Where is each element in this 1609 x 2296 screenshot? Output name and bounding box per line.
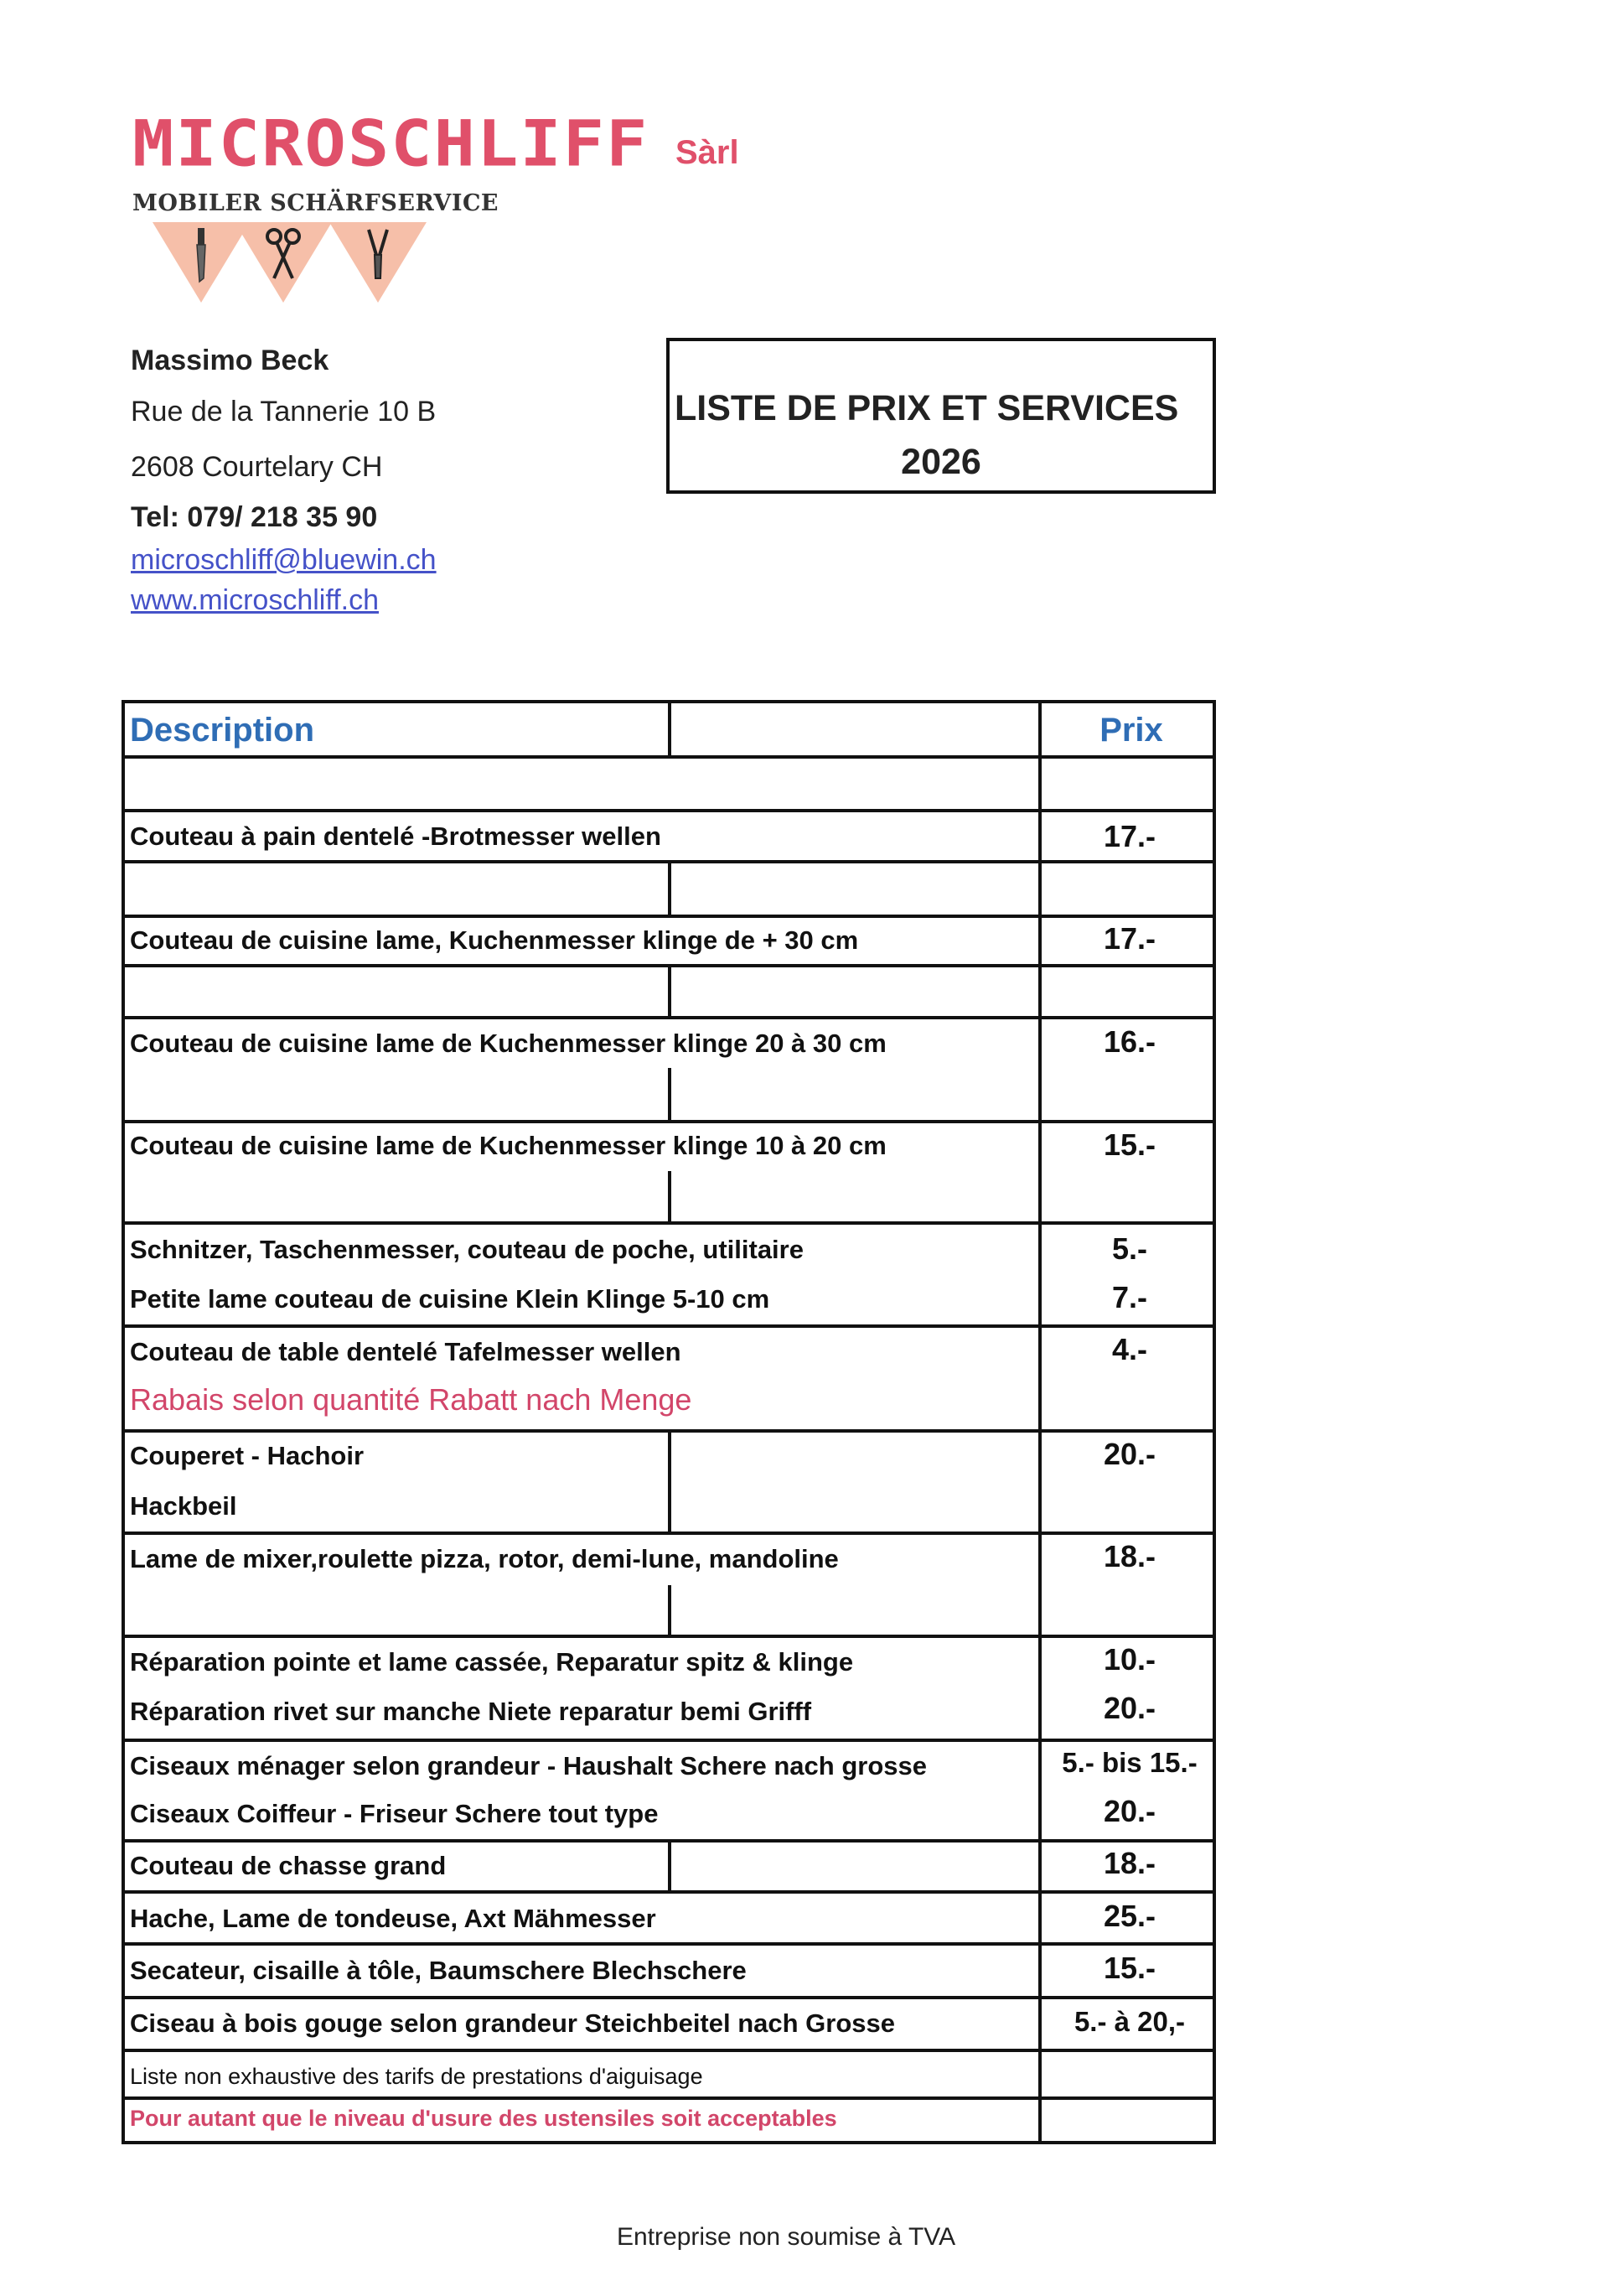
- table-column-divider: [668, 1839, 671, 1890]
- note-condition: Pour autant que le niveau d'usure des ustensiles soit acceptables: [130, 2106, 837, 2131]
- item-price: 17.-: [1103, 819, 1156, 853]
- item-price: 20.-: [1103, 1691, 1156, 1725]
- contact-name: Massimo Beck: [131, 345, 329, 376]
- item-description: Couperet - Hachoir: [130, 1441, 365, 1470]
- item-price: 15.-: [1103, 1951, 1156, 1985]
- brand-logo-wordmark: MICROSCHLIFF: [132, 107, 649, 181]
- item-price: 5.- à 20,-: [1074, 2006, 1186, 2037]
- table-header-price: Prix: [1099, 712, 1163, 749]
- scissors-icon: [254, 226, 313, 285]
- item-price: 5.- bis 15.-: [1062, 1747, 1198, 1778]
- discount-note: Rabais selon quantité Rabatt nach Menge: [130, 1382, 692, 1417]
- footer-tva-note: Entreprise non soumise à TVA: [617, 2223, 956, 2251]
- price-table: [122, 700, 1216, 2144]
- contact-street: Rue de la Tannerie 10 B: [131, 396, 437, 428]
- item-description: Couteau de cuisine lame, Kuchenmesser klinge de + 30 cm: [130, 925, 859, 955]
- contact-phone: Tel: 079/ 218 35 90: [131, 501, 378, 533]
- table-column-divider: [668, 964, 671, 1016]
- item-description: Réparation pointe et lame cassée, Reparatur spitz & klinge: [130, 1647, 854, 1677]
- website-link[interactable]: www.microschliff.ch: [131, 584, 379, 616]
- note-non-exhaustive: Liste non exhaustive des tarifs de prestations d'aiguisage: [130, 2064, 703, 2089]
- item-description: Ciseaux Coiffeur - Friseur Schere tout type: [130, 1799, 659, 1828]
- item-price: 10.-: [1103, 1642, 1156, 1677]
- knife-icon: [172, 226, 230, 285]
- item-price: 20.-: [1103, 1437, 1156, 1471]
- table-column-divider: [668, 860, 671, 915]
- item-description: Couteau de table dentelé Tafelmesser wellen: [130, 1337, 681, 1366]
- item-description: Secateur, cisaille à tôle, Baumschere Blechschere: [130, 1956, 747, 1985]
- table-rule: [125, 915, 1213, 918]
- table-rule: [125, 1942, 1213, 1946]
- table-rule: [125, 1324, 1213, 1328]
- item-price: 17.-: [1103, 921, 1156, 956]
- table-rule: [125, 1739, 1213, 1742]
- brand-tagline: MOBILER SCHÄRFSERVICE: [132, 190, 499, 216]
- item-price: 18.-: [1103, 1539, 1156, 1573]
- item-description: Réparation rivet sur manche Niete reparatur bemi Grifff: [130, 1697, 812, 1726]
- table-rule: [125, 1996, 1213, 1999]
- item-description: Schnitzer, Taschenmesser, couteau de poche, utilitaire: [130, 1235, 804, 1264]
- item-description: Couteau de chasse grand: [130, 1851, 447, 1880]
- item-price: 4.-: [1111, 1332, 1147, 1366]
- page-title-year: 2026: [901, 442, 981, 482]
- item-price: 16.-: [1103, 1024, 1156, 1059]
- item-description: Petite lame couteau de cuisine Klein Klinge 5-10 cm: [130, 1284, 770, 1314]
- table-column-divider: [668, 703, 671, 755]
- page-title: LISTE DE PRIX ET SERVICES: [675, 388, 1179, 428]
- table-rule: [125, 2096, 1213, 2100]
- item-description: Couteau de cuisine lame de Kuchenmesser klinge 20 à 30 cm: [130, 1029, 887, 1058]
- table-rule: [125, 1532, 1213, 1535]
- table-header-description: Description: [130, 712, 315, 749]
- item-price: 5.-: [1111, 1231, 1147, 1266]
- item-description: Ciseaux ménager selon grandeur - Haushalt Schere nach grosse: [130, 1751, 927, 1780]
- table-rule: [125, 1221, 1213, 1225]
- item-description: Couteau de cuisine lame de Kuchenmesser klinge 10 à 20 cm: [130, 1131, 887, 1160]
- item-description: Hache, Lame de tondeuse, Axt Mähmesser: [130, 1904, 656, 1933]
- table-rule: [125, 809, 1213, 812]
- table-column-divider: [668, 1585, 671, 1635]
- item-description: Couteau à pain dentelé -Brotmesser wellen: [130, 821, 661, 851]
- table-rule: [125, 755, 1213, 759]
- table-rule: [125, 1890, 1213, 1894]
- table-column-divider: [668, 1429, 671, 1532]
- item-price: 25.-: [1103, 1899, 1156, 1933]
- table-rule: [125, 1635, 1213, 1638]
- table-rule: [125, 1016, 1213, 1019]
- table-rule: [125, 1120, 1213, 1123]
- title-box: [666, 338, 1216, 494]
- item-price: 15.-: [1103, 1127, 1156, 1162]
- pliers-icon: [349, 226, 407, 285]
- item-price: 20.-: [1103, 1794, 1156, 1828]
- item-price: 18.-: [1103, 1846, 1156, 1880]
- contact-city: 2608 Courtelary CH: [131, 451, 383, 483]
- table-rule: [125, 2049, 1213, 2052]
- item-description: Lame de mixer,roulette pizza, rotor, demi-lune, mandoline: [130, 1544, 839, 1573]
- item-description: Hackbeil: [130, 1491, 237, 1521]
- table-column-divider: [668, 1068, 671, 1120]
- item-description: Ciseau à bois gouge selon grandeur Steichbeitel nach Grosse: [130, 2008, 896, 2038]
- table-column-divider: [668, 1171, 671, 1221]
- email-link[interactable]: microschliff@bluewin.ch: [131, 544, 437, 576]
- item-price: 7.-: [1111, 1280, 1147, 1314]
- brand-legal-suffix: Sàrl: [675, 134, 739, 171]
